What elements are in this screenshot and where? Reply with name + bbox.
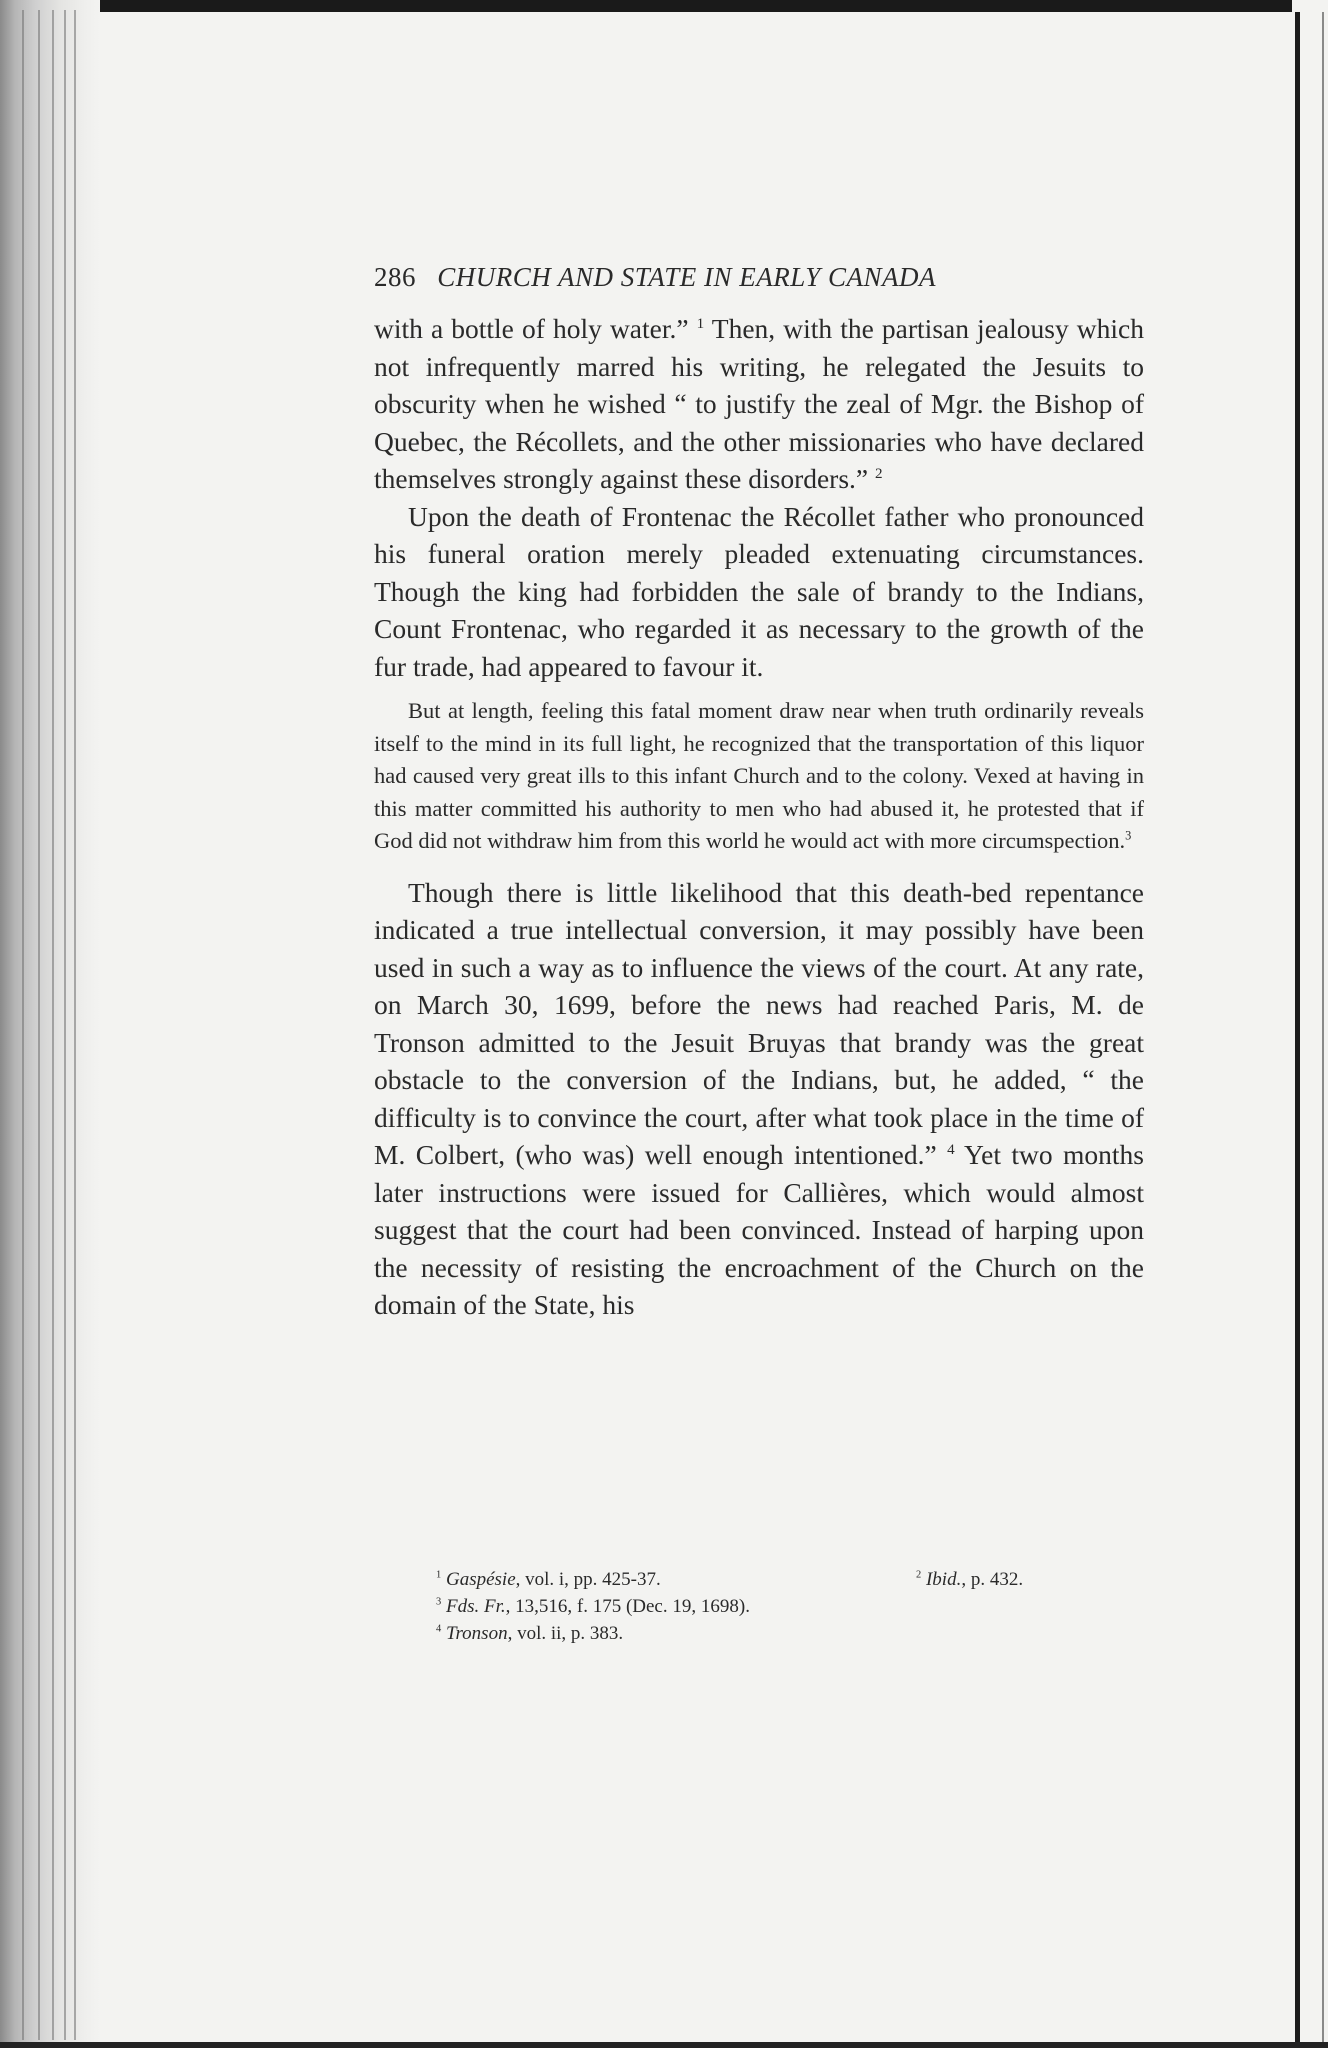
scan-right-border [1295, 12, 1300, 2048]
footnote-1 [436, 1566, 661, 1593]
footnote-citation: , vol. ii, p. 383. [507, 1623, 624, 1644]
footnote-row [374, 1620, 1144, 1647]
scan-top-border [0, 0, 1328, 12]
text-run: Then, with the partisan jealousy which not infrequently marred his writing, he relegated the Jesuits to obscurity when he wished “ to justify the zeal of Mgr. the Bishop of Quebec, the Récollets, and the other missionaries who have declared themselves strongly against these disorders.” [374, 313, 1144, 494]
text-run: with a bottle of holy water.” [374, 313, 697, 344]
book-gutter-shadow [0, 0, 100, 2048]
page-edge-line [38, 10, 40, 2040]
running-title: CHURCH AND STATE IN EARLY CANADA [437, 262, 936, 292]
footnote-row [374, 1566, 1144, 1593]
paragraph [374, 874, 1144, 1324]
footnote-mark: 3 [436, 1596, 442, 1608]
footnote-4 [436, 1620, 623, 1647]
page-edge-line [52, 10, 54, 2040]
page-edge-line [74, 10, 76, 2040]
quotation-text [374, 695, 1144, 858]
footnote-mark: 4 [436, 1623, 442, 1635]
block-quotation [374, 695, 1144, 858]
footnote-row [374, 1593, 1144, 1620]
footnote-citation: , vol. i, pp. 425-37. [515, 1569, 661, 1590]
footnote-reference: 2 [875, 465, 883, 482]
footnote-mark: 2 [916, 1569, 922, 1581]
footnote-citation: , p. 432. [961, 1569, 1024, 1590]
footnotes [374, 1566, 1144, 1647]
book-page [374, 262, 1144, 1324]
footnote-reference: 1 [696, 315, 705, 332]
footnote-reference: 4 [947, 1141, 955, 1158]
main-text [374, 310, 1144, 685]
running-header [374, 262, 1144, 310]
footnote-3 [436, 1593, 750, 1620]
footnote-source: Ibid. [925, 1569, 962, 1590]
page-edge-line [22, 10, 24, 2040]
footnote-source: Fds. Fr. [445, 1596, 506, 1617]
main-text-continued [374, 874, 1144, 1324]
text-run: Yet two months later instructions were issued for Callières, which would almost suggest that the court had been convinced. Instead of harping upon the necessity of resisting the encroachment of the Church on the domain of the State, his [374, 1139, 1144, 1320]
scan-bottom-border [0, 2042, 1328, 2048]
page-edge-line [64, 10, 66, 2040]
text-run: Though there is little likelihood that this death-bed repentance indicated a true intellectual conversion, it may possibly have been used in such a way as to influence the views of the court. At any rate, on March 30, 1699, before the news had reached Paris, M. de Tronson admitted to the Jesuit Bruyas that brandy was the great obstacle to the conversion of the Indians, but, he added, “ the difficulty is to convince the court, after what took place in the time of M. Colbert, (who was) well enough intentioned.” [374, 876, 1144, 1170]
scan-right-border-thin [1322, 12, 1324, 2048]
footnote-2 [916, 1566, 1023, 1593]
footnote-reference: 3 [1125, 828, 1132, 843]
page-number: 286 [374, 262, 416, 292]
text-run: Upon the death of Frontenac the Récollet father who pronounced his funeral oration merely pleaded extenuating circumstances. Though the king had forbidden the sale of brandy to the Indians, Count Frontenac, who regarded it as necessary to the growth of the fur trade, had appeared to favour it. [374, 500, 1144, 682]
paragraph [374, 498, 1144, 686]
footnote-source: Gaspésie [445, 1569, 516, 1590]
paragraph [374, 310, 1144, 498]
text-run: But at length, feeling this fatal moment draw near when truth ordinarily reveals itself to the mind in its full light, he recognized that the transportation of this liquor had caused very great ills to this infant Church and to the colony. Vexed at having in this matter committed his authority to men who had abused it, he protested that if God did not withdraw him from this world he would act with more circumspection. [374, 698, 1144, 853]
footnote-source: Tronson [445, 1623, 508, 1644]
footnote-mark: 1 [436, 1569, 442, 1581]
footnote-citation: , 13,516, f. 175 (Dec. 19, 1698). [505, 1596, 750, 1617]
